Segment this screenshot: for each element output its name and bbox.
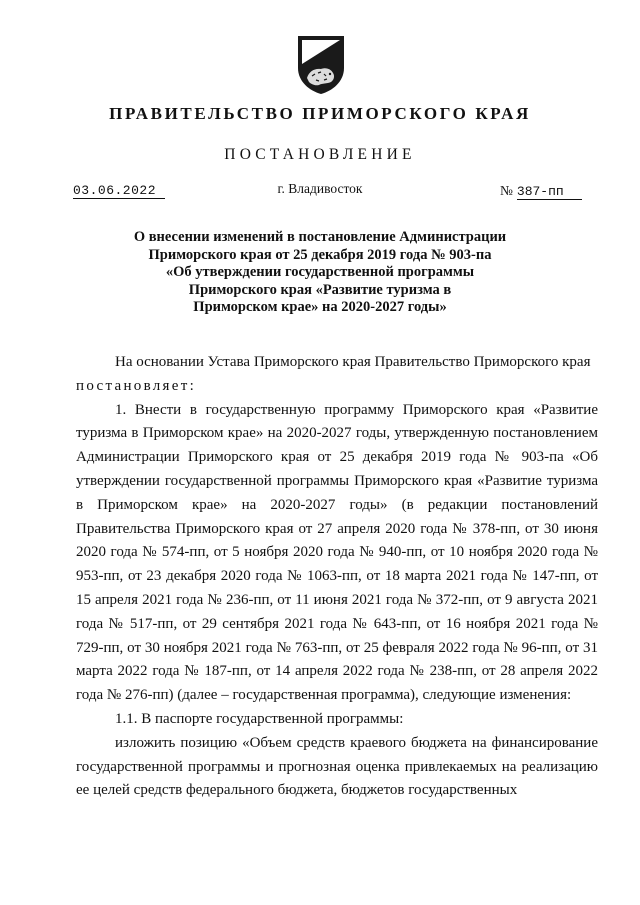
subject-line: О внесении изменений в постановление Администрации — [133, 229, 507, 245]
organization-title: ПРАВИТЕЛЬСТВО ПРИМОРСКОГО КРАЯ — [109, 104, 531, 123]
subject-line: Приморском крае» на 2020-2027 годы» — [193, 299, 447, 315]
subject-line: Приморского края «Развитие туризма в — [188, 281, 452, 298]
document-subject — [100, 229, 540, 317]
document-body — [76, 351, 598, 803]
document-type: ПОСТАНОВЛЕНИЕ — [224, 146, 416, 163]
document-date: 03.06.2022 — [73, 183, 165, 199]
primorsky-krai-coat-of-arms-icon — [296, 34, 346, 96]
number-value: 387-пп — [517, 184, 582, 200]
subject-line: «Об утверждении государственной программы — [165, 264, 475, 280]
document-city: г. Владивосток — [277, 181, 363, 196]
document-number — [500, 183, 596, 199]
preamble-paragraph: На основании Устава Приморского края Правительство Приморского края — [115, 354, 591, 370]
item-1-1-heading: 1.1. В паспорте государственной программы: — [115, 710, 404, 727]
number-sign: № — [500, 183, 513, 198]
subject-line: Приморского края от 25 декабря 2019 года № 903-па — [148, 246, 492, 263]
item-1-1-text: изложить позицию «Объем средств краевого бюджета на финансирование государственной программы и прогнозная оценка привлекаемых на реализацию ее целей средств федерального бюджета, бюджетов государственных — [76, 734, 598, 799]
item-1-paragraph: 1. Внести в государственную программу Приморского края «Развитие туризма в Приморском крае» на 2020-2027 годы, утвержденную постановлением Администрации Приморского края от 25 декабря 2019 года № 903-па «Об утверждении государственной программы Приморского края «Развитие туризма в Приморском крае» на 2020-2027 годы» (в редакции постановлений Правительства Приморского края от 27 апреля 2020 года № 378-пп, от 30 июня 2020 года № 574-пп, от 5 ноября 2020 года № 940-пп, от 10 ноября 2020 года № 953-пп, от 23 декабря 2020 года № 1063-пп, от 18 марта 2021 года № 147-пп, от 15 апреля 2021 года № 236-пп, от 11 июня 2021 года № 372-пп, от 9 августа 2021 года № 517-пп, от 29 сентября 2021 года № 643-пп, от 16 ноября 2021 года № 729-пп, от 30 ноября 2021 года № 763-пп, от 25 февраля 2022 года № 96-пп, от 31 марта 2022 года № 187-пп, от 14 апреля 2022 года № 238-пп, от 28 апреля 2022 года № 276-пп) (далее – государственная программа), следующие изменения: — [76, 401, 598, 704]
resolves-line: постановляет: — [76, 377, 197, 394]
